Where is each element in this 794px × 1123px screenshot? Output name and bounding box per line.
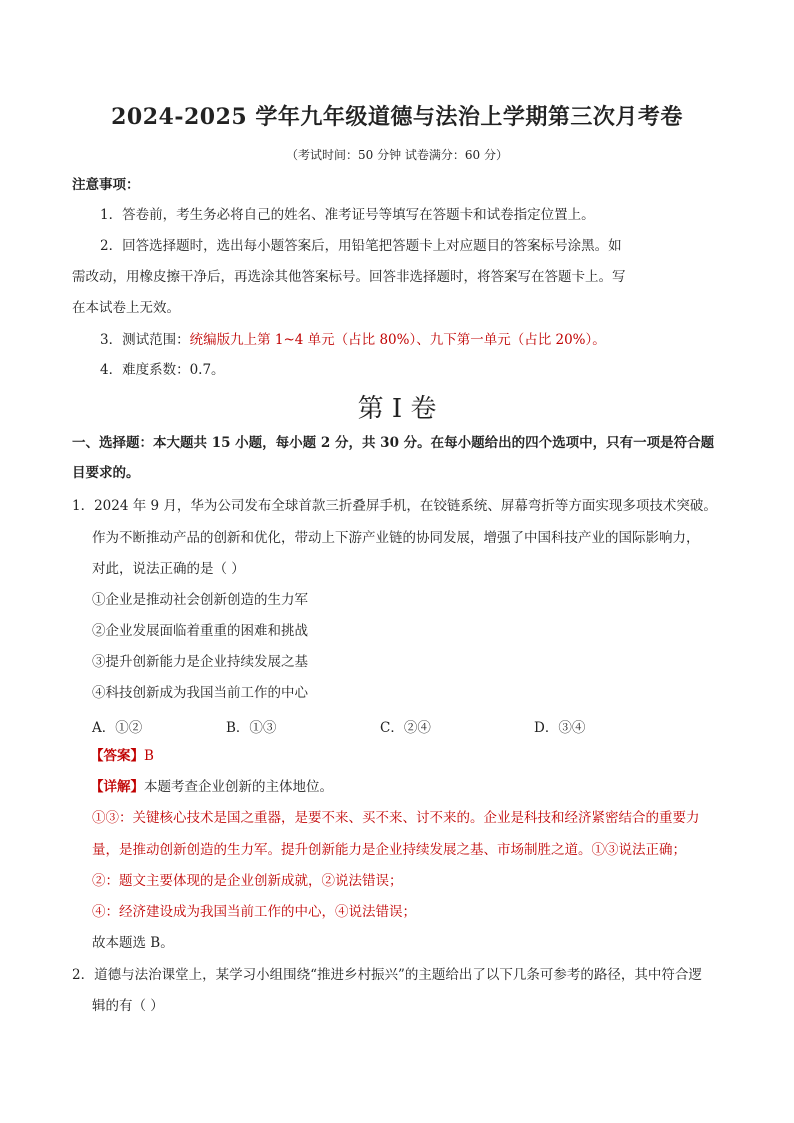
exam-subtitle: （考试时间：50 分钟 试卷满分：60 分）: [286, 148, 508, 162]
exam-title: 2024-2025 学年九年级道德与法治上学期第三次月考卷: [111, 104, 683, 130]
q1-conclusion: 故本题选 B。: [92, 935, 174, 951]
notice-heading: 注意事项：: [72, 177, 140, 193]
section-instruction-line-2: 目要求的。: [72, 465, 140, 481]
q1-stem-line-2: 作为不断推动产品的创新和优化，带动上下游产业链的协同发展，增强了中国科技产业的国际影响力，: [92, 530, 700, 546]
notice-item-1: 1．答卷前，考生务必将自己的姓名、准考证号等填写在答题卡和试卷指定位置上。: [100, 207, 595, 223]
notice-item-3-prefix: 3．测试范围：: [100, 332, 190, 348]
detail-label: 【详解】: [90, 779, 144, 795]
q1-explanation-1-line-2: 量，是推动创新创造的生力军。提升创新能力是企业持续发展之基、市场制胜之道。①③说法正确；: [92, 842, 686, 858]
q1-option-d: D．③④: [534, 720, 586, 736]
q1-stem-line-3: 对此，说法正确的是（ ）: [92, 561, 245, 577]
q1-option-c: C．②④: [380, 720, 431, 736]
notice-item-2-line-1: 2．回答选择题时，选出每小题答案后，用铅笔把答题卡上对应题目的答案标号涂黑。如: [100, 238, 622, 254]
q2-stem-line-1: 2．道德与法治课堂上，某学习小组围绕“推进乡村振兴”的主题给出了以下几条可参考的路径，其中符合逻: [72, 967, 702, 983]
q1-answer: [90, 747, 154, 765]
q1-explanation-2: ②：题文主要体现的是企业创新成就，②说法错误；: [92, 873, 403, 889]
q1-statement-4: ④科技创新成为我国当前工作的中心: [92, 685, 308, 701]
notice-item-4: 4．难度系数：0.7。: [100, 362, 225, 378]
section-instruction-line-1: 一、选择题：本大题共 15 小题，每小题 2 分，共 30 分。在每小题给出的四个选项中，只有一项是符合题: [72, 435, 715, 451]
q2-stem-line-2: 辑的有（ ）: [92, 998, 164, 1014]
notice-item-2-line-2: 需改动，用橡皮擦干净后，再选涂其他答案标号。回答非选择题时，将答案写在答题卡上。写: [72, 269, 626, 285]
detail-text: 本题考查企业创新的主体地位。: [144, 779, 333, 795]
q1-statement-1: ①企业是推动社会创新创造的生力军: [92, 592, 308, 608]
q1-detail: [90, 778, 333, 796]
q1-option-a: A．①②: [92, 720, 143, 736]
answer-value: B: [144, 748, 154, 764]
notice-item-3-scope: 统编版九上第 1~4 单元（占比 80%）、九下第一单元（占比 20%）。: [189, 332, 606, 348]
q1-stem-line-1: 1．2024 年 9 月，华为公司发布全球首款三折叠屏手机，在铰链系统、屏幕弯折等方面实现多项技术突破。: [72, 498, 717, 514]
section-title: 第 I 卷: [357, 394, 437, 424]
answer-label: 【答案】: [90, 748, 144, 764]
q1-statement-2: ②企业发展面临着重重的困难和挑战: [92, 623, 308, 639]
q1-explanation-3: ④：经济建设成为我国当前工作的中心，④说法错误；: [92, 904, 416, 920]
notice-item-3: [100, 331, 606, 349]
q1-explanation-1-line-1: ①③：关键核心技术是国之重器，是要不来、买不来、讨不来的。企业是科技和经济紧密结合的重要力: [92, 810, 700, 826]
notice-item-2-line-3: 在本试卷上无效。: [72, 300, 180, 316]
q1-statement-3: ③提升创新能力是企业持续发展之基: [92, 654, 308, 670]
q1-option-b: B．①③: [226, 720, 277, 736]
